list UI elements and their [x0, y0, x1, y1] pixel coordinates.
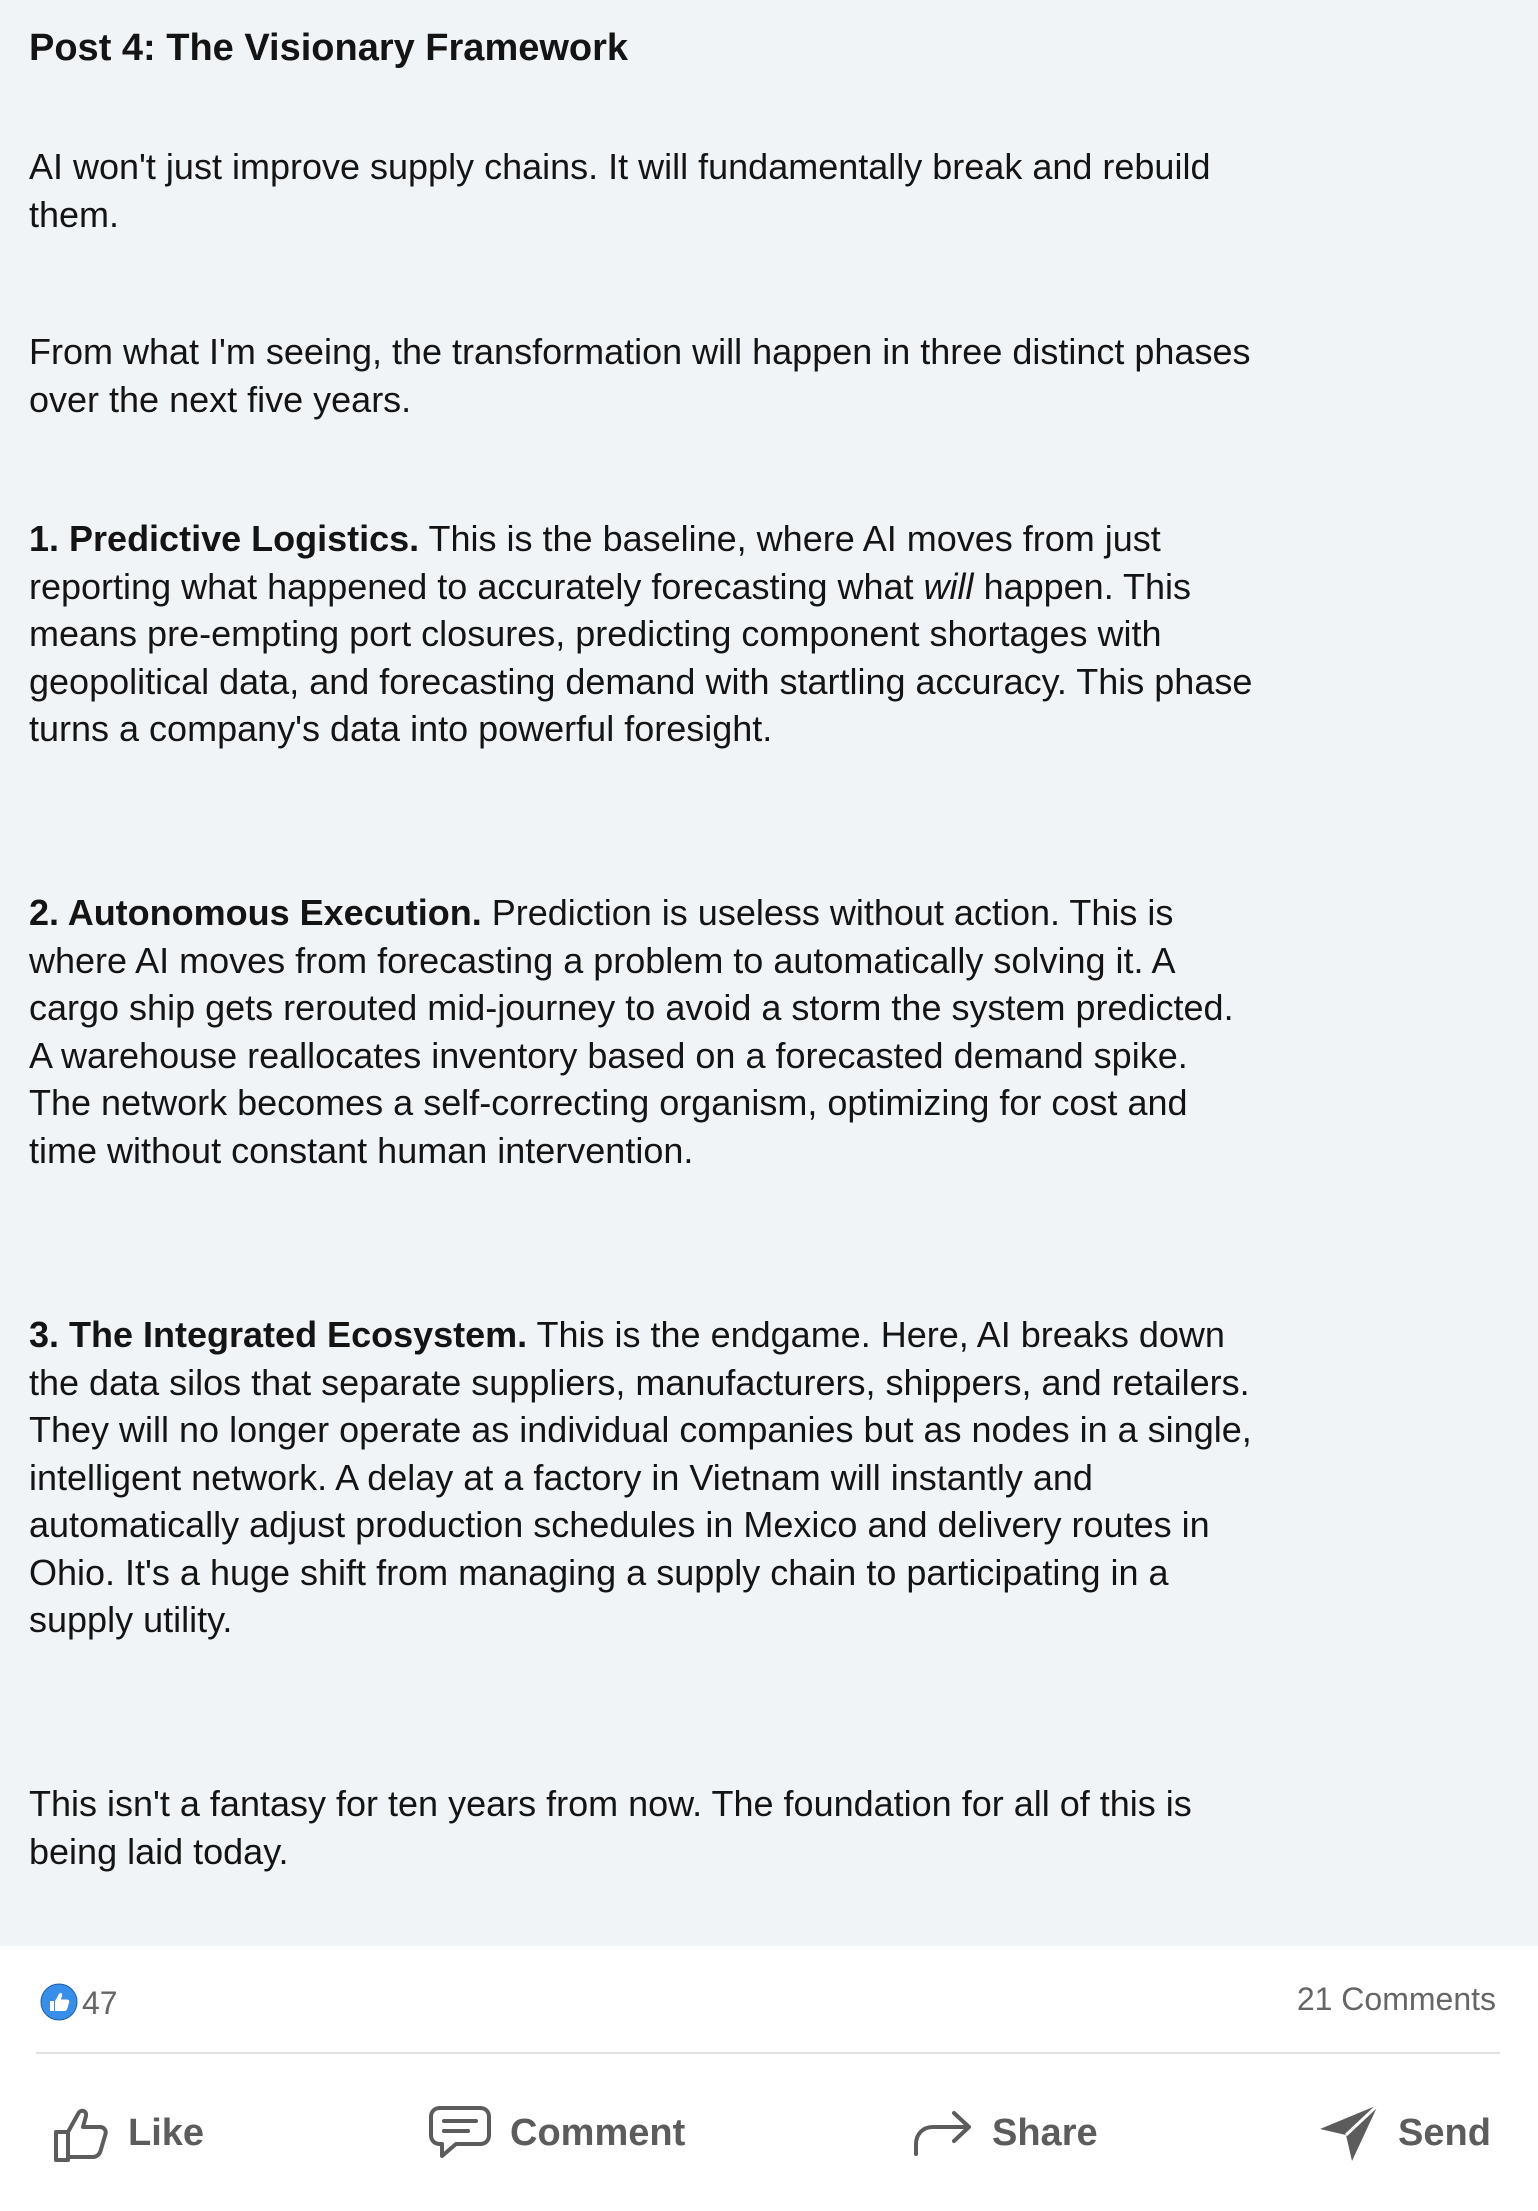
phase-3-text: This is the endgame. Here, AI breaks down the data silos that separate suppliers, manufacturers, shippers, and retailers. They will no longer operate as individual companies but as nodes in a single, intelligent network. A delay at a factory in Vietnam will instantly and automatically adjust production schedules in Mexico and delivery routes in Ohio. It's a huge shift from managing a supply chain to participating in a supply utility.	[29, 1314, 1252, 1640]
post-closing-paragraph: This isn't a fantasy for ten years from now. The foundation for all of this is being laid today.	[29, 1783, 1192, 1872]
like-label: Like	[128, 2111, 205, 2154]
send-paper-plane-icon	[1318, 2103, 1380, 2163]
phase-3-heading: 3. The Integrated Ecosystem.	[29, 1314, 528, 1355]
post-context-paragraph: From what I'm seeing, the transformation will happen in three distinct phases over the next five years.	[29, 331, 1251, 420]
phase-1-paragraph	[29, 515, 1259, 753]
comments-count[interactable]: 21 Comments	[1296, 1981, 1496, 2017]
phase-1-heading: 1. Predictive Logistics.	[29, 518, 420, 559]
comment-label: Comment	[510, 2111, 686, 2154]
post-title: Post 4: The Visionary Framework	[29, 27, 629, 69]
share-arrow-icon	[912, 2108, 974, 2158]
phase-1-emphasis: will	[923, 565, 974, 607]
like-button[interactable]	[52, 2100, 204, 2166]
phase-1-text-end: happen. This means pre-empting port closures, predicting component shortages with geopolitical data, and forecasting demand with startling accuracy. This phase turns a company's data into powerful foresight.	[29, 565, 1253, 749]
post-intro-paragraph: AI won't just improve supply chains. It will fundamentally break and rebuild them.	[29, 146, 1211, 235]
footer-divider	[36, 2052, 1500, 2054]
phase-1-text: This is the baseline, where AI moves from just reporting what happened to accurately forecasting what	[29, 518, 1161, 607]
reaction-count[interactable]: 47	[82, 1985, 118, 2021]
send-label: Send	[1398, 2111, 1491, 2154]
phase-2-paragraph	[29, 889, 1259, 1174]
comment-button[interactable]	[428, 2100, 685, 2166]
share-button[interactable]	[912, 2100, 1098, 2166]
phase-2-text: Prediction is useless without action. This is where AI moves from forecasting a problem to automatically solving it. A cargo ship gets rerouted mid-journey to avoid a storm the system predicted. A warehouse reallocates inventory based on a forecasted demand spike. The network becomes a self-correcting organism, optimizing for cost and time without constant human intervention.	[29, 892, 1234, 1171]
send-button[interactable]	[1318, 2100, 1491, 2166]
phase-2-heading: 2. Autonomous Execution.	[29, 892, 482, 933]
like-badge-icon	[40, 1983, 78, 2021]
thumbs-up-icon	[52, 2102, 110, 2164]
phase-3-paragraph	[29, 1311, 1259, 1644]
share-label: Share	[992, 2111, 1098, 2154]
comment-bubble-icon	[428, 2104, 492, 2162]
